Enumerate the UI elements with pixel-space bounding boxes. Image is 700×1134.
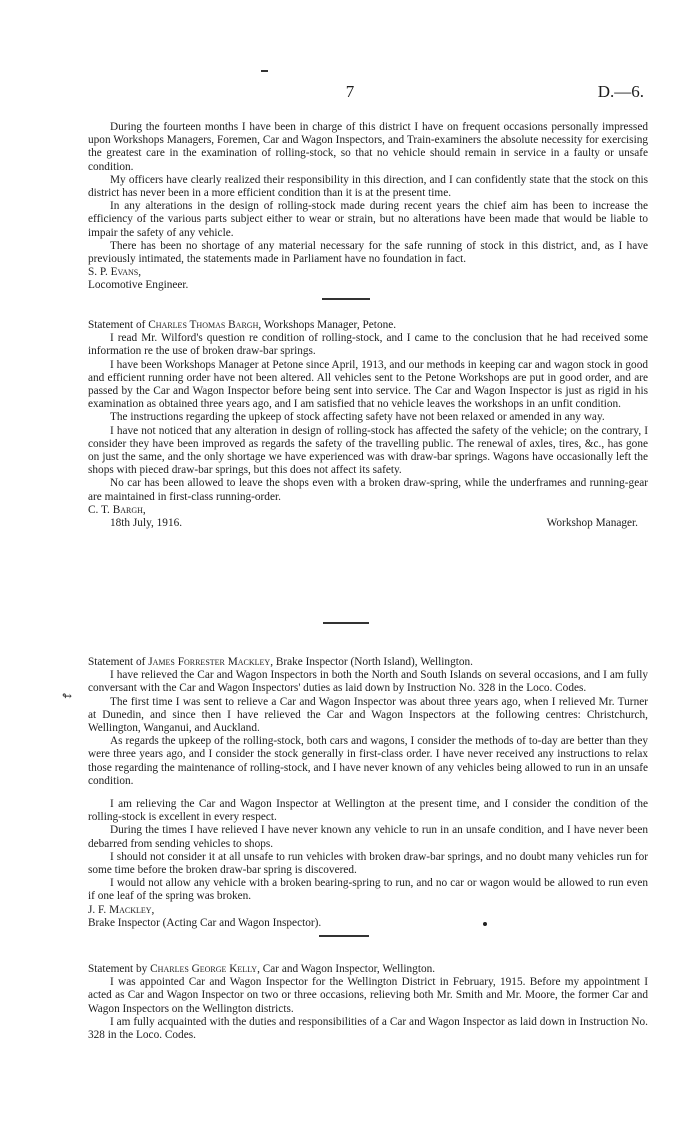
bargh-paragraph-4: I have not noticed that any alteration in design of rolling-stock has affected the safety of the vehicle; on the contrary, I consider they have been improved as regards the safety of the travelling public. The renewal of axles, tires, &c., has gone on just the same, and the only shortage we have experienced was with draw-bar springs. Wagons have occasionally left the shops with pieced draw-bar springs, but this does not affect its safety.	[88, 424, 648, 477]
mackley-paragraph-2: The first time I was sent to relieve a Car and Wagon Inspector was about three years ago, when I relieved Mr. Turner at Dunedin, and since then I have relieved the Car and Wagon Inspectors at the following centres: Christchurch, Wellington, Wanganui, and Auckland.	[88, 695, 648, 735]
bargh-date: 18th July, 1916.	[110, 517, 183, 530]
bargh-title: Statement of Charles Thomas Bargh, Workshops Manager, Petone.	[88, 319, 397, 331]
mackley-statement	[88, 656, 648, 930]
evans-statement	[88, 121, 648, 293]
kelly-title: Statement by Charles George Kelly, Car and Wagon Inspector, Wellington.	[88, 963, 436, 975]
kelly-statement	[88, 963, 648, 1042]
bargh-paragraph-3: The instructions regarding the upkeep of stock affecting safety have not been relaxed or amended in any way.	[110, 411, 605, 424]
mackley-name: James Forrester Mackley	[148, 656, 271, 668]
mackley-signature-title: Brake Inspector (Acting Car and Wagon Inspector).	[88, 916, 322, 929]
evans-paragraph-2: My officers have clearly realized their responsibility in this direction, and I can confidently state that the stock on this district has never been in a more efficient condition than it is at the present time.	[88, 173, 648, 200]
mackley-paragraph-7: I would not allow any vehicle with a broken bearing-spring to run, and no car or wagon would be allowed to run even if one leaf of the spring was broken.	[88, 877, 648, 903]
mackley-signature-name: J. F. Mackley,	[88, 903, 155, 916]
bargh-signature-name: C. T. Bargh,	[88, 503, 146, 516]
bargh-date-and-title	[88, 517, 648, 530]
margin-mark: ↬	[62, 689, 73, 703]
kelly-paragraph-1: I was appointed Car and Wagon Inspector for the Wellington District in February, 1915. Before my appointment I acted as Car and Wagon Inspector on two or three occasions, relieving both Mr. Smith and Mr. Moore, the former Car and Wagon Inspectors on the Wellington districts.	[88, 976, 648, 1015]
bargh-paragraph-2: I have been Workshops Manager at Petone since April, 1913, and our methods in keeping car and wagon stock in good and efficient running order have not been altered. All vehicles sent to the Petone Workshops are put in good order, and are passed by the Car and Wagon Inspector before being sent into service. The Car and Wagon Inspector is just as rigid in his examination as obtained three years ago, and I am satisfied that no vehicle leaves the workshops in an unfit condition.	[88, 358, 648, 411]
evans-paragraph-4: There has been no shortage of any material necessary for the safe running of stock in this district, and, as I have previously intimated, the statements made in Parliament have no foundation in fact.	[88, 239, 648, 266]
page-header	[0, 82, 700, 102]
bargh-name: Charles Thomas Bargh	[148, 319, 259, 331]
evans-signature-title: Locomotive Engineer.	[88, 279, 189, 292]
top-dash-mark	[261, 70, 268, 72]
kelly-name: Charles George Kelly	[150, 963, 258, 975]
section-divider	[322, 298, 370, 300]
document-reference: D.—6.	[597, 82, 644, 101]
section-divider	[323, 622, 369, 624]
bargh-paragraph-1: I read Mr. Wilford's question re condition of rolling-stock, and I came to the conclusion that he had received some information re the use of broken draw-bar springs.	[88, 332, 648, 358]
section-divider	[319, 935, 369, 937]
evans-paragraph-3: In any alterations in the design of rolling-stock made during recent years the chief aim has been to increase the efficiency of the various parts subject either to wear or strain, but no alterations have been made that would be liable to impair the safety of any vehicle.	[88, 200, 648, 239]
page-number: 7	[345, 82, 355, 101]
mackley-paragraph-6: I should not consider it at all unsafe to run vehicles with broken draw-bar springs, and no doubt many vehicles run for some time before the broken draw-bar spring is discovered.	[88, 850, 648, 877]
mackley-paragraph-4: I am relieving the Car and Wagon Inspector at Wellington at the present time, and I consider the condition of the rolling-stock is excellent in every respect.	[88, 798, 648, 824]
kelly-paragraph-2: I am fully acquainted with the duties and responsibilities of a Car and Wagon Inspector as laid down in Instruction No. 328 in the Loco. Codes.	[88, 1015, 648, 1042]
mackley-title: Statement of James Forrester Mackley, Brake Inspector (North Island), Wellington.	[88, 656, 473, 668]
mackley-paragraph-3: As regards the upkeep of the rolling-stock, both cars and wagons, I consider the methods of to-day are better than they were three years ago, and I consider the stock generally in first-class order. I have never received any instructions to relax those regarding the maintenance of rolling-stock, and I have never known of any vehicles being allowed to run in an unsafe condition.	[88, 735, 648, 787]
bargh-signature-title: Workshop Manager.	[546, 517, 638, 530]
evans-signature-name: S. P. Evans,	[88, 266, 142, 279]
bargh-paragraph-5: No car has been allowed to leave the shops even with a broken draw-spring, while the underframes and running-gear are maintained in first-class running-order.	[88, 477, 648, 503]
mackley-paragraph-1: I have relieved the Car and Wagon Inspectors in both the North and South Islands on several occasions, and I am fully conversant with the Car and Wagon Inspectors' duties as laid down by Instruction No. 328 in the Loco. Codes.	[88, 669, 648, 695]
ink-dot	[483, 922, 487, 926]
mackley-paragraph-5: During the times I have relieved I have never known any vehicle to run in an unsafe condition, and I have never been debarred from sending vehicles to shops.	[88, 824, 648, 850]
bargh-statement	[88, 319, 648, 530]
evans-paragraph-1: During the fourteen months I have been in charge of this district I have on frequent occasions personally impressed upon Workshops Managers, Foremen, Car and Wagon Inspectors, and Train-examiners the absolute necessity for exercising the greatest care in the examination of rolling-stock, so that no vehicle should remain in service in a faulty or unsafe condition.	[88, 121, 648, 173]
